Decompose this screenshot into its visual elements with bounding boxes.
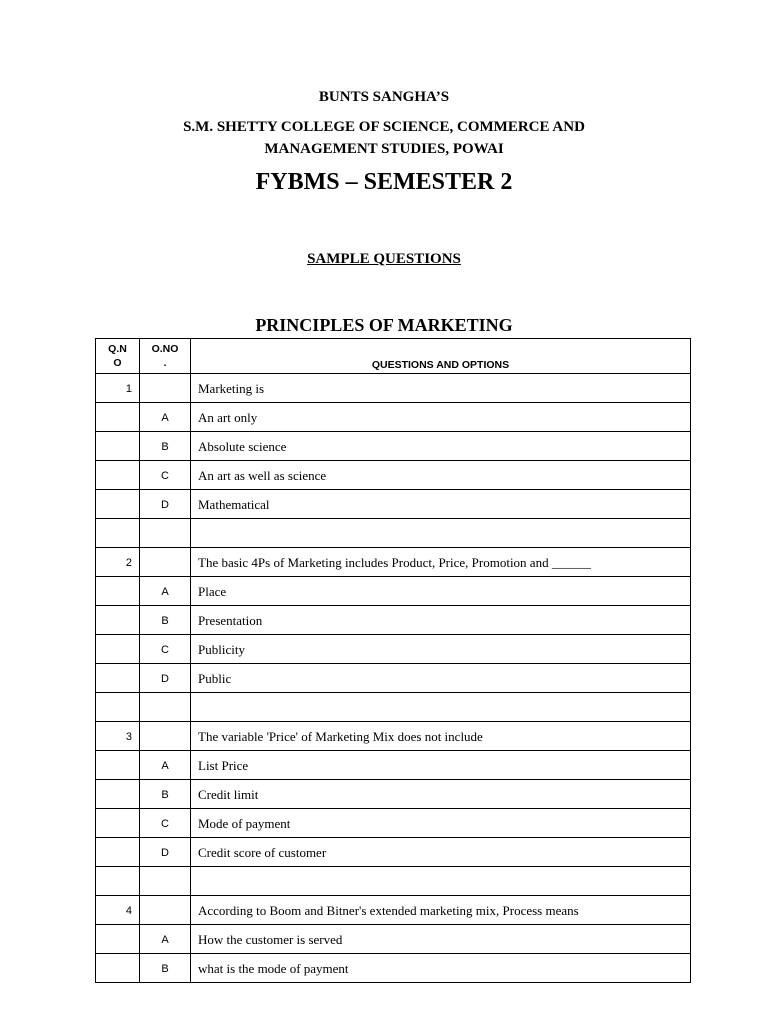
table-row	[96, 461, 691, 490]
option-letter-cell	[140, 548, 191, 577]
column-header-question-number	[96, 339, 140, 374]
question-number-cell	[96, 867, 140, 896]
table-row	[96, 664, 691, 693]
table-row	[96, 374, 691, 403]
question-number-cell	[96, 432, 140, 461]
option-letter-cell: B	[140, 954, 191, 983]
table-row	[96, 809, 691, 838]
question-text-cell: According to Boom and Bitner's extended marketing mix, Process means	[191, 896, 691, 925]
table-row	[96, 403, 691, 432]
table-row	[96, 896, 691, 925]
option-letter-cell	[140, 867, 191, 896]
program-title: FYBMS – SEMESTER 2	[255, 169, 513, 195]
option-letter-cell: B	[140, 432, 191, 461]
table-header-row	[96, 339, 691, 374]
table-row	[96, 780, 691, 809]
question-number-cell	[96, 954, 140, 983]
question-number-cell	[96, 519, 140, 548]
option-letter-cell: A	[140, 751, 191, 780]
table-row	[96, 432, 691, 461]
option-letter-cell	[140, 693, 191, 722]
table-row	[96, 722, 691, 751]
option-letter-cell: A	[140, 577, 191, 606]
option-letter-cell: B	[140, 606, 191, 635]
option-letter-cell: D	[140, 838, 191, 867]
option-text-cell: Absolute science	[191, 432, 691, 461]
column-header-qno-line2: O	[113, 357, 122, 369]
option-letter-cell: D	[140, 490, 191, 519]
column-header-questions-and-options: QUESTIONS AND OPTIONS	[191, 339, 691, 374]
question-text-cell: The basic 4Ps of Marketing includes Product, Price, Promotion and ______	[191, 548, 691, 577]
table-row	[96, 954, 691, 983]
question-text-cell: Marketing is	[191, 374, 691, 403]
question-number-cell: 4	[96, 896, 140, 925]
column-header-option-number	[140, 339, 191, 374]
option-letter-cell: C	[140, 461, 191, 490]
option-text-cell: Credit score of customer	[191, 838, 691, 867]
question-number-cell	[96, 606, 140, 635]
institution-name: BUNTS SANGHA’S	[318, 89, 450, 105]
table-row	[96, 548, 691, 577]
question-number-cell	[96, 490, 140, 519]
column-header-qno-line1: Q.N	[108, 343, 127, 355]
option-letter-cell: C	[140, 809, 191, 838]
question-number-cell	[96, 635, 140, 664]
option-text-cell: Public	[191, 664, 691, 693]
table-row	[96, 693, 691, 722]
option-letter-cell: C	[140, 635, 191, 664]
table-row	[96, 519, 691, 548]
column-header-optno-line2: .	[163, 357, 167, 369]
question-number-cell	[96, 664, 140, 693]
column-header-optno-line1: O.NO	[151, 343, 179, 355]
question-number-cell	[96, 693, 140, 722]
question-number-cell: 1	[96, 374, 140, 403]
option-text-cell: An art as well as science	[191, 461, 691, 490]
table-row	[96, 838, 691, 867]
option-letter-cell	[140, 519, 191, 548]
option-text-cell: Publicity	[191, 635, 691, 664]
option-text-cell: Mode of payment	[191, 809, 691, 838]
option-text-cell: Place	[191, 577, 691, 606]
table-row	[96, 577, 691, 606]
option-letter-cell: B	[140, 780, 191, 809]
option-letter-cell: D	[140, 664, 191, 693]
question-number-cell: 3	[96, 722, 140, 751]
option-letter-cell	[140, 896, 191, 925]
question-number-cell	[96, 838, 140, 867]
question-number-cell	[96, 577, 140, 606]
subject-title: PRINCIPLES OF MARKETING	[255, 315, 513, 335]
table-row	[96, 751, 691, 780]
question-number-cell	[96, 751, 140, 780]
question-number-cell	[96, 809, 140, 838]
option-text-cell: Mathematical	[191, 490, 691, 519]
question-text-cell: The variable 'Price' of Marketing Mix does not include	[191, 722, 691, 751]
option-text-cell: List Price	[191, 751, 691, 780]
table-row	[96, 490, 691, 519]
option-text-cell: Presentation	[191, 606, 691, 635]
question-number-cell	[96, 461, 140, 490]
table-row	[96, 635, 691, 664]
option-text-cell: Credit limit	[191, 780, 691, 809]
table-row	[96, 925, 691, 954]
question-number-cell	[96, 403, 140, 432]
table-row	[96, 867, 691, 896]
option-text-cell	[191, 519, 691, 548]
question-number-cell: 2	[96, 548, 140, 577]
option-letter-cell	[140, 722, 191, 751]
option-text-cell	[191, 693, 691, 722]
option-text-cell	[191, 867, 691, 896]
option-text-cell: How the customer is served	[191, 925, 691, 954]
option-text-cell: what is the mode of payment	[191, 954, 691, 983]
questions-table-body	[96, 339, 691, 983]
option-letter-cell: A	[140, 403, 191, 432]
question-number-cell	[96, 925, 140, 954]
table-row	[96, 606, 691, 635]
section-title: SAMPLE QUESTIONS	[307, 251, 461, 267]
question-number-cell	[96, 780, 140, 809]
questions-table	[95, 338, 691, 983]
college-name-line2: MANAGEMENT STUDIES, POWAI	[264, 141, 504, 157]
option-letter-cell: A	[140, 925, 191, 954]
college-name-line1: S.M. SHETTY COLLEGE OF SCIENCE, COMMERCE AND	[183, 119, 585, 135]
option-letter-cell	[140, 374, 191, 403]
option-text-cell: An art only	[191, 403, 691, 432]
